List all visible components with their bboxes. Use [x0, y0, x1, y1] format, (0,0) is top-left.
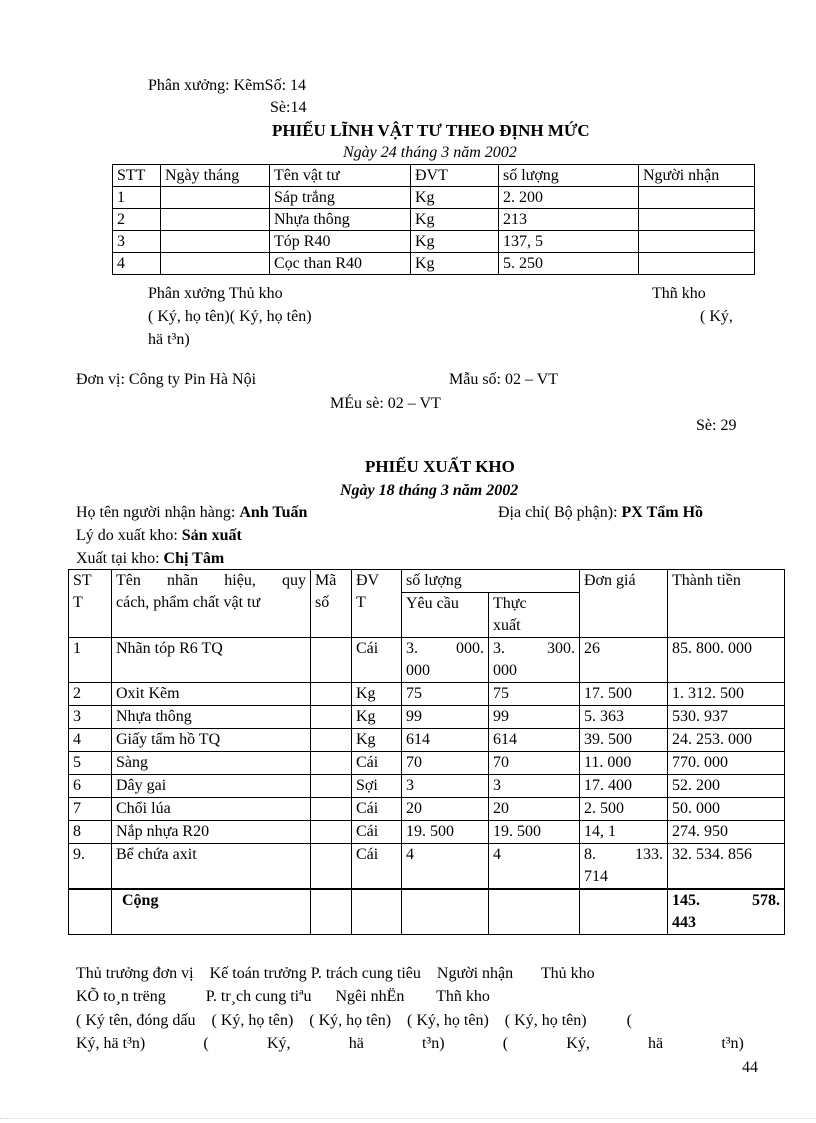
- cell-actual: 99: [489, 706, 580, 729]
- page-bottom-rule: [0, 1118, 816, 1119]
- cell-name: Tóp R40: [270, 231, 411, 253]
- cell-price: 17. 500: [580, 683, 668, 706]
- col-header-price: Đơn giá: [580, 570, 668, 638]
- cell-code: [311, 821, 352, 844]
- cell-name: Nắp nhựa R20: [112, 821, 311, 844]
- table-row: [113, 231, 755, 253]
- cell-req: [402, 638, 489, 683]
- cell-name: Oxit Kẽm: [112, 683, 311, 706]
- cell-unit: Cái: [352, 798, 402, 821]
- cell-line: 000: [493, 662, 517, 679]
- doc1-sign-right: Thñ kho: [652, 285, 706, 302]
- cell-part: 3.: [406, 640, 418, 657]
- sign-part: (: [502, 1035, 509, 1052]
- table-row: [69, 844, 785, 890]
- cell-line: 443: [672, 914, 696, 931]
- cell-actual: 19. 500: [489, 821, 580, 844]
- header-part: T: [356, 594, 366, 611]
- receiver-label: Họ tên người nhận hàng:: [76, 504, 240, 521]
- cell-req: 19. 500: [402, 821, 489, 844]
- cell-code: [311, 683, 352, 706]
- col-header-qty: số lượng: [402, 570, 580, 593]
- cell-amount: 770. 000: [668, 752, 785, 775]
- cell-price: 39. 500: [580, 729, 668, 752]
- reason-value: Sản xuất: [181, 527, 242, 544]
- cell-code: [311, 889, 352, 935]
- issue-table: [68, 569, 785, 935]
- cell-code: [311, 752, 352, 775]
- table-row: [113, 209, 755, 231]
- col-header: ĐVT: [411, 165, 499, 187]
- cell-part: 578.: [752, 892, 780, 909]
- cell-stt: 7: [69, 798, 112, 821]
- total-row: [69, 889, 785, 935]
- doc2-title: PHIẾU XUẤT KHO: [365, 457, 515, 476]
- sign-part: t³n): [721, 1035, 744, 1052]
- cell-req: 3: [402, 775, 489, 798]
- doc1-sign-line3: hä t³n): [148, 331, 190, 348]
- header-part: xuất: [493, 617, 521, 634]
- cell-receiver: [639, 231, 755, 253]
- cell-price: 2. 500: [580, 798, 668, 821]
- doc1-title: PHIẾU LĨNH VẬT TƯ THEO ĐỊNH MỨC: [272, 121, 590, 140]
- col-header-amount: Thành tiền: [668, 570, 785, 638]
- table-row: [69, 821, 785, 844]
- cell-name: Bể chứa axit: [112, 844, 311, 890]
- col-header: Tên vật tư: [270, 165, 411, 187]
- sign-part: (: [203, 1035, 209, 1052]
- cell-code: [311, 844, 352, 890]
- cell-stt: 3: [69, 706, 112, 729]
- cell-part: 3.: [493, 640, 505, 657]
- header-part: Mã: [315, 572, 337, 589]
- cell-unit: Kg: [352, 729, 402, 752]
- cell-part: 000.: [456, 640, 484, 657]
- header-part: ST: [73, 572, 92, 589]
- cell-unit: [352, 889, 402, 935]
- cell-price: [580, 889, 668, 935]
- cell-amount: 85. 800. 000: [668, 638, 785, 683]
- col-header: STT: [113, 165, 161, 187]
- unit-label: Đơn vị: Công ty Pin Hà Nội: [76, 371, 257, 388]
- cell-name: Nhựa thông: [112, 706, 311, 729]
- sign-line-4: [76, 1034, 744, 1054]
- cell-actual: 3: [489, 775, 580, 798]
- cell-receiver: [639, 253, 755, 275]
- cell-req: 4: [402, 844, 489, 890]
- warehouse-value: Chị Tâm: [163, 550, 225, 567]
- cell-req: 75: [402, 683, 489, 706]
- cell-actual: 20: [489, 798, 580, 821]
- sign-part: Ký,: [566, 1035, 590, 1052]
- cell-part: 300.: [547, 640, 575, 657]
- cell-actual: 75: [489, 683, 580, 706]
- cell-req: 70: [402, 752, 489, 775]
- sign-line-2: KÕ to¸n trëng P. tr¸ch cung tiªu Ngêi nhËn Thñ kho: [76, 988, 490, 1005]
- header-part: T: [73, 594, 83, 611]
- receiver-name: Anh Tuấn: [239, 504, 308, 521]
- cell-stt: 6: [69, 775, 112, 798]
- cell-unit: Kg: [411, 209, 499, 231]
- col-header-code: [311, 570, 352, 638]
- page-number: 44: [742, 1059, 758, 1076]
- table-header-row: [113, 165, 755, 187]
- sign-part: hä: [648, 1035, 664, 1052]
- cell-amount: 32. 534. 856: [668, 844, 785, 890]
- sign-line-3: ( Ký tên, đóng dấu ( Ký, họ tên) ( Ký, họ tên) ( Ký, họ tên) ( Ký, họ tên) (: [76, 1012, 632, 1029]
- cell-amount: 1. 312. 500: [668, 683, 785, 706]
- col-header: Ngày tháng: [161, 165, 270, 187]
- cell-line: [584, 844, 663, 866]
- cell-code: [311, 706, 352, 729]
- table-row: [113, 253, 755, 275]
- col-header: số lượng: [499, 165, 639, 187]
- cell-qty: 5. 250: [499, 253, 639, 275]
- cell-unit: Cái: [352, 752, 402, 775]
- cell-unit: Kg: [352, 706, 402, 729]
- sign-line-1: Thủ trưởng đơn vị Kế toán trưởng P. trách cung tiêu Người nhận Thủ kho: [76, 965, 595, 982]
- header-part: [116, 570, 306, 592]
- cell-date: [161, 231, 270, 253]
- cell-date: [161, 209, 270, 231]
- sign-part: t³n): [421, 1035, 445, 1052]
- sign-part: Ký, hä t³n): [76, 1035, 146, 1052]
- cell-unit: Kg: [411, 187, 499, 209]
- cell-req: [402, 889, 489, 935]
- cell-price: 5. 363: [580, 706, 668, 729]
- cell-stt: 4: [113, 253, 161, 275]
- col-header-req: Yêu cầu: [402, 593, 489, 638]
- header-part: số: [315, 594, 330, 611]
- cell-price: 14, 1: [580, 821, 668, 844]
- total-amount: [668, 889, 785, 935]
- cell-name: Cọc than R40: [270, 253, 411, 275]
- form-number-garbled: MÉu sè: 02 – VT: [330, 395, 441, 412]
- doc1-sign-left: Phân xưởng Thủ kho: [148, 285, 283, 302]
- cell-part: 133.: [635, 846, 663, 863]
- cell-stt: 1: [69, 638, 112, 683]
- cell-part: 8.: [584, 846, 596, 863]
- cell-actual: 70: [489, 752, 580, 775]
- address-label: Địa chỉ( Bộ phận):: [498, 504, 622, 521]
- cell-price: 11. 000: [580, 752, 668, 775]
- cell-price: [580, 844, 668, 890]
- cell-qty: 137, 5: [499, 231, 639, 253]
- cell-stt: 2: [69, 683, 112, 706]
- cell-amount: 52. 200: [668, 775, 785, 798]
- table-row: [69, 706, 785, 729]
- cell-line: 000: [406, 662, 430, 679]
- address-value: PX Tẩm Hồ: [621, 504, 704, 521]
- cell-name: Sàng: [112, 752, 311, 775]
- cell-amount: 530. 937: [668, 706, 785, 729]
- table-row: [113, 187, 755, 209]
- col-header-name: [112, 570, 311, 638]
- cell-code: [311, 798, 352, 821]
- cell-code: [311, 638, 352, 683]
- col-header: Người nhận: [639, 165, 755, 187]
- header-part: Thực: [493, 595, 527, 612]
- cell-price: 17. 400: [580, 775, 668, 798]
- table-header-row: [69, 570, 785, 593]
- cell-date: [161, 187, 270, 209]
- cell-line: 714: [584, 868, 608, 885]
- warehouse-label: Xuất tại kho:: [76, 550, 164, 567]
- address-line: [498, 503, 703, 523]
- header-word: nhãn: [167, 572, 199, 589]
- cell-name: Nhựa thông: [270, 209, 411, 231]
- header-word: Tên: [116, 572, 141, 589]
- cell-unit: Cái: [352, 844, 402, 890]
- col-header-unit: [352, 570, 402, 638]
- cell-unit: Cái: [352, 821, 402, 844]
- sign-part: Ký,: [266, 1035, 291, 1052]
- total-label: Cộng: [112, 889, 311, 935]
- doc1-sign-line2-right: ( Ký,: [700, 308, 733, 325]
- cell-actual: 4: [489, 844, 580, 890]
- cell-qty: 2. 200: [499, 187, 639, 209]
- cell-amount: 274. 950: [668, 821, 785, 844]
- cell-stt: 4: [69, 729, 112, 752]
- cell-qty: 213: [499, 209, 639, 231]
- cell-stt: 9.: [69, 844, 112, 890]
- cell-name: Giấy tẩm hồ TQ: [112, 729, 311, 752]
- cell-stt: 1: [113, 187, 161, 209]
- doc1-sign-line2: ( Ký, họ tên)( Ký, họ tên): [148, 308, 312, 325]
- requisition-table: [112, 164, 755, 275]
- cell-name: Chổi lúa: [112, 798, 311, 821]
- header-part: cách, phẩm chất vật tư: [116, 594, 261, 611]
- table-row: [69, 752, 785, 775]
- header-word: quy: [282, 572, 306, 589]
- cell-line: [493, 638, 575, 660]
- doc1-number: Sè:14: [270, 99, 307, 116]
- cell-name: Sáp trắng: [270, 187, 411, 209]
- cell-line: [406, 638, 484, 660]
- cell-unit: Kg: [411, 253, 499, 275]
- doc2-date: Ngày 18 tháng 3 năm 2002: [340, 482, 519, 499]
- doc2-number: Sè: 29: [696, 417, 737, 434]
- table-row: [69, 775, 785, 798]
- cell-actual: [489, 889, 580, 935]
- form-number: Mẫu số: 02 – VT: [449, 371, 559, 388]
- receiver-line: [76, 503, 307, 523]
- table-row: [69, 638, 785, 683]
- cell-price: 26: [580, 638, 668, 683]
- cell-code: [311, 729, 352, 752]
- cell-amount: 24. 253. 000: [668, 729, 785, 752]
- cell-unit: Cái: [352, 638, 402, 683]
- cell-actual: [489, 638, 580, 683]
- cell-name: Nhãn tóp R6 TQ: [112, 638, 311, 683]
- cell-receiver: [639, 187, 755, 209]
- workshop-line: Phân xưởng: KẽmSố: 14: [148, 77, 307, 94]
- cell-date: [161, 253, 270, 275]
- cell-line: [672, 890, 780, 912]
- cell-part: 145.: [672, 892, 700, 909]
- cell-stt: [69, 889, 112, 935]
- reason-label: Lý do xuất kho:: [76, 527, 182, 544]
- cell-unit: Kg: [352, 683, 402, 706]
- cell-req: 99: [402, 706, 489, 729]
- table-row: [69, 683, 785, 706]
- cell-unit: Kg: [411, 231, 499, 253]
- cell-unit: Sợi: [352, 775, 402, 798]
- cell-stt: 5: [69, 752, 112, 775]
- table-row: [69, 729, 785, 752]
- cell-amount: 50. 000: [668, 798, 785, 821]
- cell-req: 20: [402, 798, 489, 821]
- reason-line: [76, 526, 242, 546]
- cell-name: Dây gai: [112, 775, 311, 798]
- cell-req: 614: [402, 729, 489, 752]
- cell-stt: 8: [69, 821, 112, 844]
- col-header-stt: [69, 570, 112, 638]
- col-header-actual: [489, 593, 580, 638]
- doc1-date: Ngày 24 tháng 3 năm 2002: [343, 144, 517, 161]
- cell-receiver: [639, 209, 755, 231]
- cell-actual: 614: [489, 729, 580, 752]
- cell-stt: 2: [113, 209, 161, 231]
- cell-code: [311, 775, 352, 798]
- cell-stt: 3: [113, 231, 161, 253]
- table-row: [69, 798, 785, 821]
- header-part: ĐV: [356, 572, 380, 589]
- warehouse-line: [76, 549, 224, 569]
- sign-part: hä: [348, 1035, 364, 1052]
- header-word: hiệu,: [224, 572, 256, 589]
